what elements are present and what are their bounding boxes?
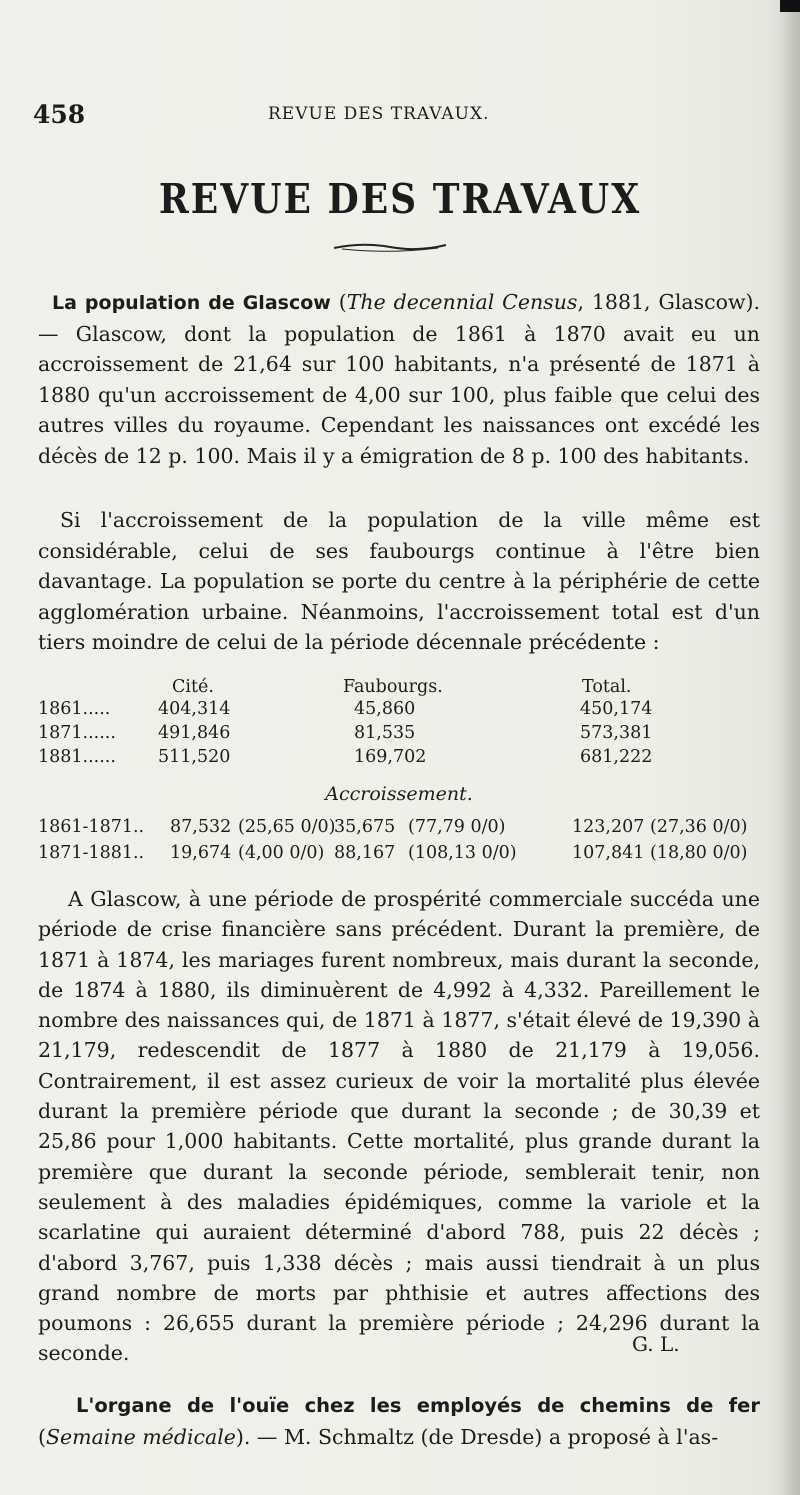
cell-total-percent: (27,36 0/0) bbox=[650, 817, 748, 837]
article-source: The decennial Census bbox=[346, 290, 578, 314]
cell-total: 450,174 bbox=[580, 699, 653, 719]
row-year: 1881...... bbox=[38, 747, 116, 767]
article-paragraph-3: A Glascow, à une période de prospérité commerciale succéda une période de crise financière sans précédent. Durant la première, de 1871 à 1874, les mariages furent nombreux, mais durant la seconde, de 1874 à 1880, ils diminuèrent de 4,992 à 4,332. Pareillement le nombre des naissances qui, de 1871 à 1877, s'était élevé de 19,390 à 21,179, redescendit de 1877 à 1880 de 21,179 à 19,056. Contrairement, il est assez curieux de voir la mortalité plus élevée durant la première période que durant la seconde ; de 30,39 et 25,86 pour 1,000 habitants. Cette mortalité, plus grande durant la première que durant la seconde période, semblerait tenir, non seulement à des maladies épidémiques, comme la variole et la scarlatine qui auraient déterminé d'abord 788, puis 22 décès ; d'abord 3,767, puis 1,338 décès ; mais aussi tiendrait à un plus grand nombre de morts par phthisie et autres affections des poumons : 26,655 durant la première période ; 24,296 durant la seconde. bbox=[38, 887, 760, 1366]
corner-mark bbox=[780, 0, 800, 12]
article-paragraph-2: Si l'accroissement de la population de la ville même est considérable, celui de ses faubourgs continue à l'être bien davantage. La population se porte du centre à la périphérie de cette agglomération urbaine. Néanmoins, l'accroissement total est d'un tiers moindre de celui de la période décennale précédente : bbox=[38, 508, 760, 654]
column-header-faubourgs: Faubourgs. bbox=[343, 677, 443, 697]
cell-cite: 491,846 bbox=[158, 723, 231, 743]
table-row bbox=[38, 747, 760, 773]
table-row bbox=[38, 723, 760, 749]
article-glascow-intro: La population de Glascow (The decennial Census, 1881, Glascow). — Glascow, dont la population de 1861 à 1870 avait eu un accroissement de 21,64 sur 100 habitants, n'a présenté de 1871 à 1880 qu'un accroissement de 4,00 sur 100, plus faible que celui des autres villes du royaume. Cependant les naissances ont excédé les décès de 12 p. 100. Mais il y a émigration de 8 p. 100 des habitants. bbox=[38, 290, 761, 468]
cell-cite: 511,520 bbox=[158, 747, 231, 767]
cell-faubourgs: 81,535 bbox=[354, 723, 416, 743]
cell-total: 123,207 bbox=[572, 817, 645, 837]
accroissement-heading: Accroissement. bbox=[325, 783, 473, 805]
article-title: La population de Glascow bbox=[52, 292, 331, 314]
article-source: Semaine médicale bbox=[46, 1424, 236, 1449]
running-title: REVUE DES TRAVAUX. bbox=[268, 104, 490, 124]
article-text: . — M. Schmaltz (de Dresde) a proposé à l'as- bbox=[243, 1424, 719, 1449]
page-number: 458 bbox=[33, 100, 86, 129]
cell-faubourgs: 169,702 bbox=[354, 747, 427, 767]
cell-faubourgs-percent: (77,79 0/0) bbox=[408, 817, 506, 837]
page-edge-shadow bbox=[782, 0, 800, 1495]
row-year: 1861..... bbox=[38, 699, 111, 719]
cell-cite-percent: (25,65 0/0) bbox=[238, 817, 336, 837]
cell-faubourgs: 88,167 bbox=[334, 843, 396, 863]
author-signature: G. L. bbox=[632, 1332, 680, 1356]
row-year: 1871...... bbox=[38, 723, 116, 743]
row-period: 1871-1881.. bbox=[38, 843, 145, 863]
running-head bbox=[33, 96, 753, 132]
cell-cite: 19,674 bbox=[170, 843, 232, 863]
table-row bbox=[38, 699, 760, 725]
cell-cite: 404,314 bbox=[158, 699, 231, 719]
cell-total: 681,222 bbox=[580, 747, 653, 767]
cell-total: 107,841 bbox=[572, 843, 645, 863]
column-header-total: Total. bbox=[582, 677, 632, 697]
table-row bbox=[38, 817, 760, 843]
cell-cite: 87,532 bbox=[170, 817, 232, 837]
column-header-cite: Cité. bbox=[172, 677, 214, 697]
cell-total: 573,381 bbox=[580, 723, 653, 743]
article-title: L'organe de l'ouïe chez les employés de chemins de fer bbox=[76, 1394, 760, 1417]
cell-total-percent: (18,80 0/0) bbox=[650, 843, 748, 863]
section-heading: REVUE DES TRAVAUX bbox=[158, 174, 642, 224]
table-row bbox=[38, 843, 760, 869]
ornament-divider bbox=[332, 240, 448, 254]
cell-faubourgs: 45,860 bbox=[354, 699, 416, 719]
row-period: 1861-1871.. bbox=[38, 817, 145, 837]
article-paragraph: , 1881, Glascow). — Glascow, dont la population de 1861 à 1870 avait eu un accroissement de 21,64 sur 100 habitants, n'a présenté de 1871 à 1880 qu'un accroissement de 4,00 sur 100, plus faible que celui des autres villes du royaume. Cependant les naissances ont excédé les décès de 12 p. 100. Mais il y a émigration de 8 p. 100 des habitants. bbox=[38, 290, 761, 468]
cell-faubourgs: 35,675 bbox=[334, 817, 396, 837]
cell-cite-percent: (4,00 0/0) bbox=[238, 843, 325, 863]
article-ouie: L'organe de l'ouïe chez les employés de chemins de fer (Semaine médicale). — M. Schmaltz (de Dresde) a proposé à l'as- bbox=[38, 1394, 760, 1449]
cell-faubourgs-percent: (108,13 0/0) bbox=[408, 843, 517, 863]
